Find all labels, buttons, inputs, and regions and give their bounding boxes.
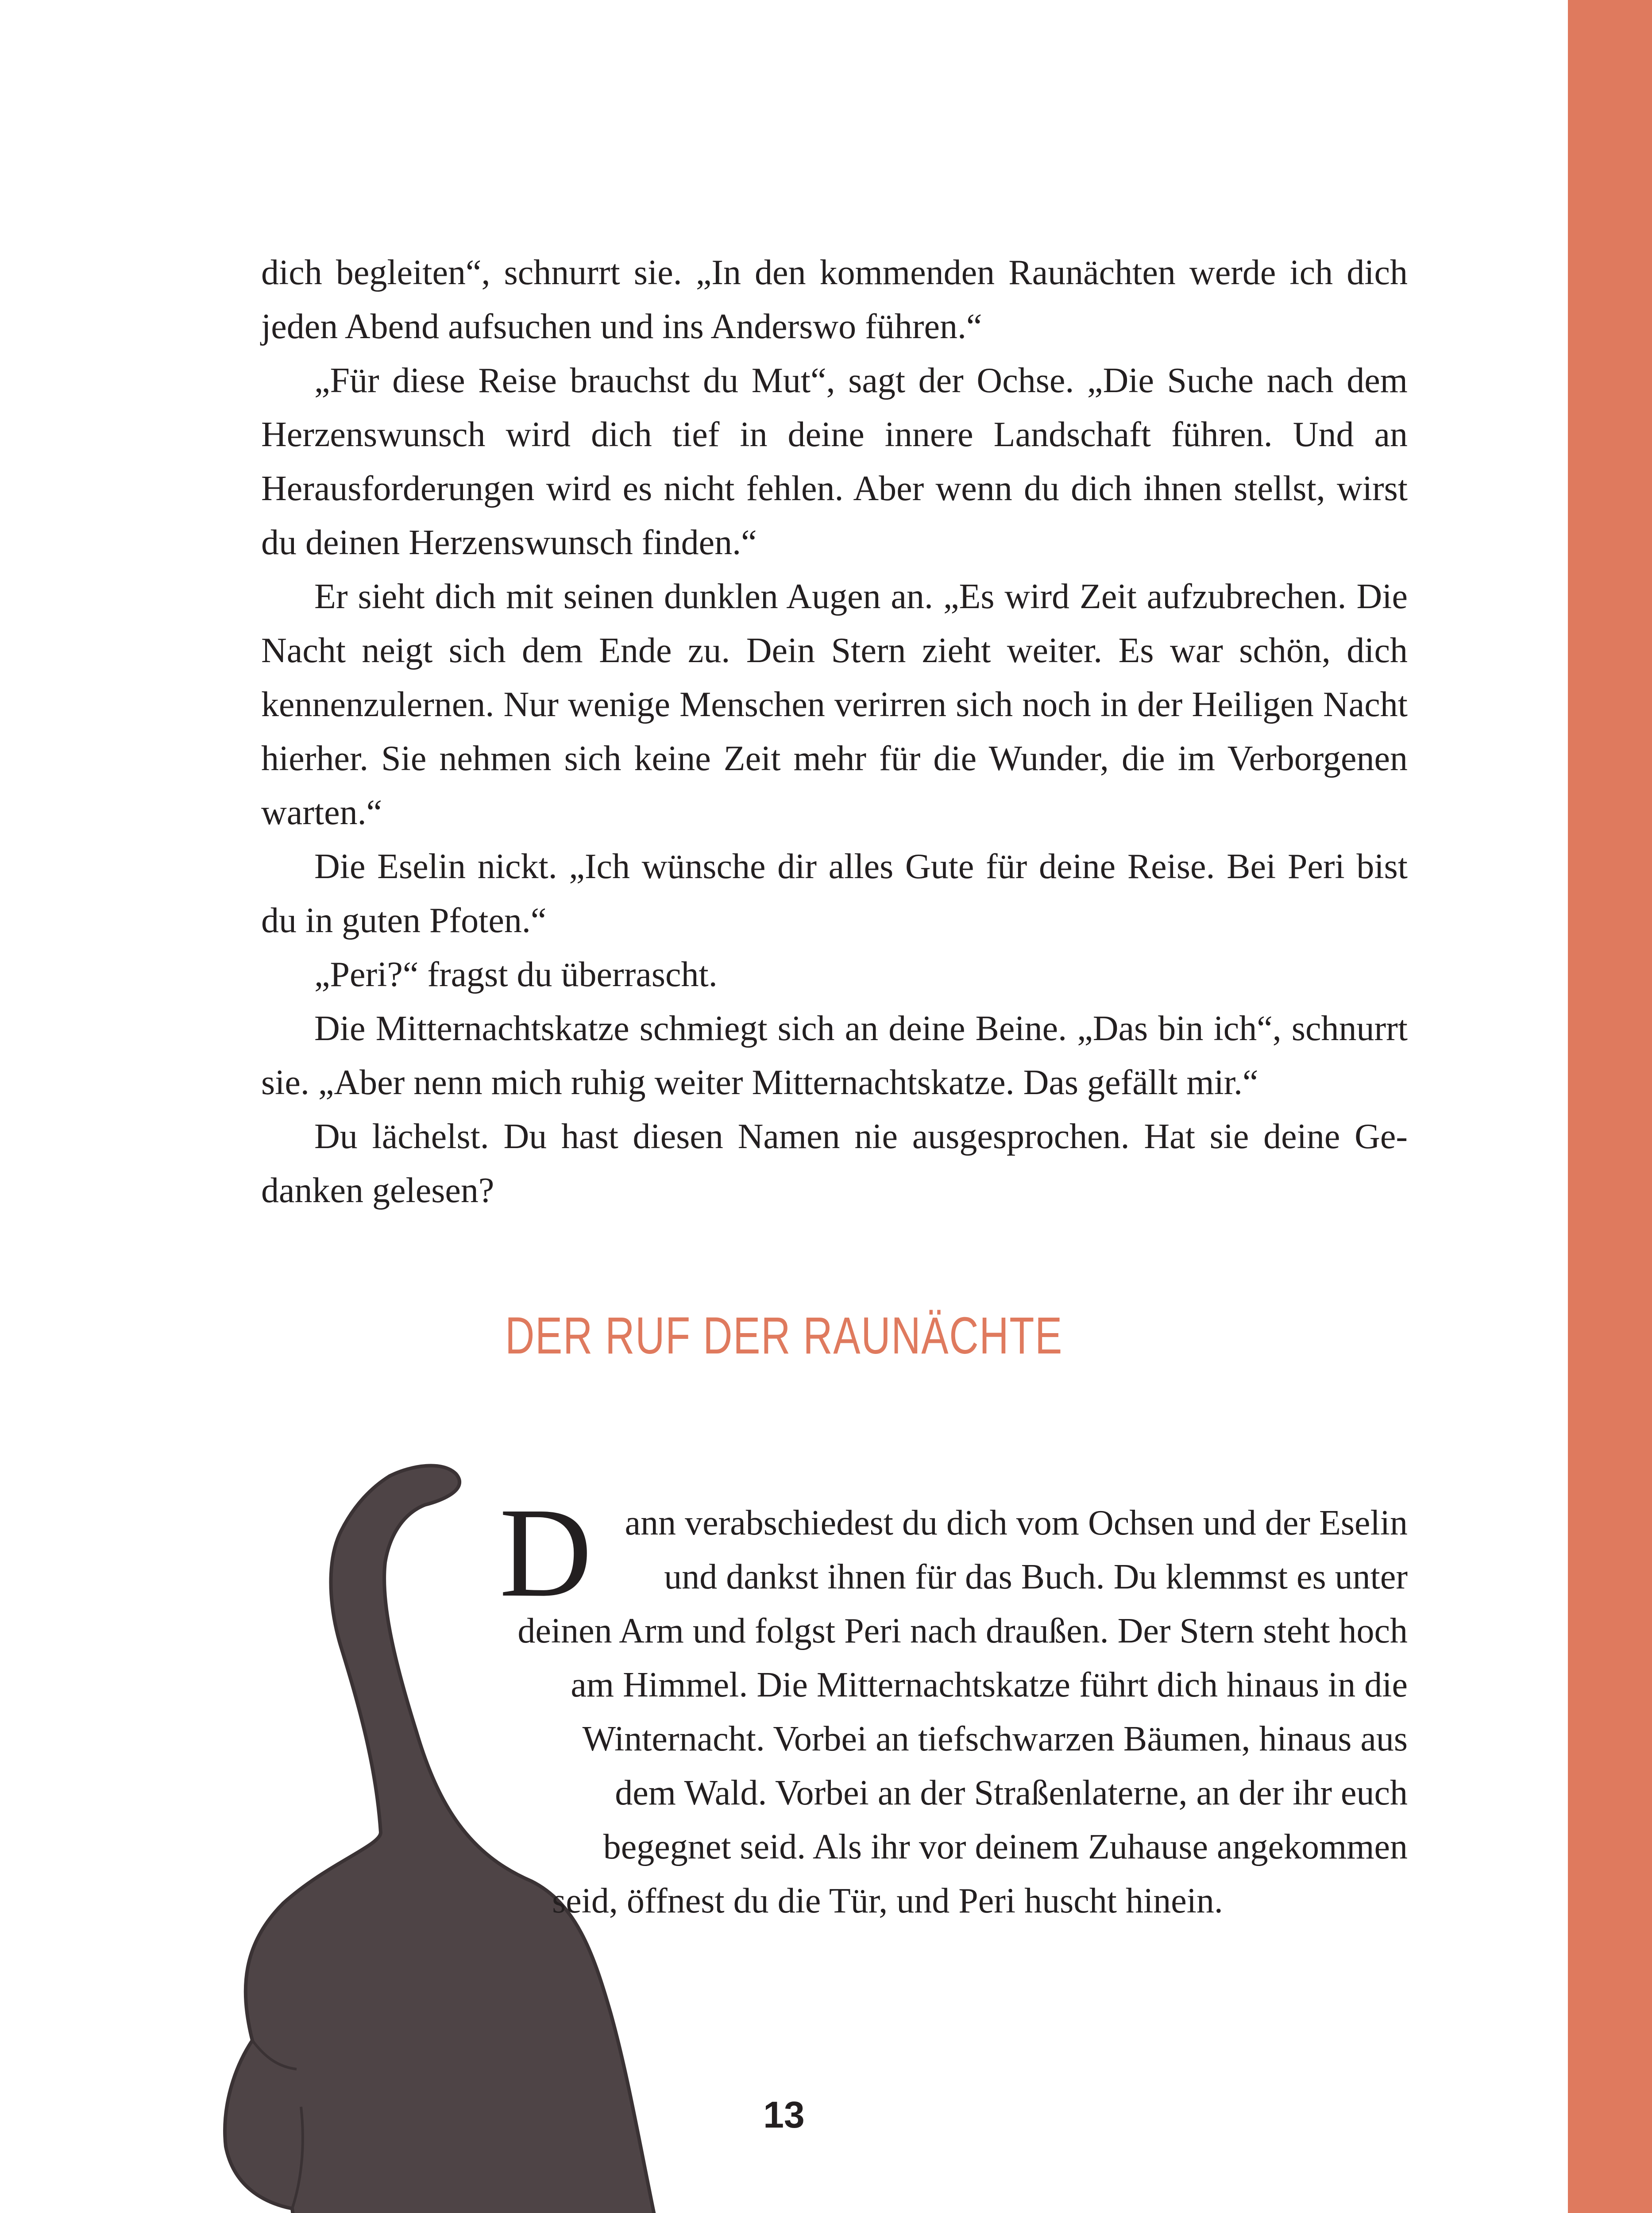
chapter-text xyxy=(434,1481,1408,1928)
main-text xyxy=(261,246,1408,1218)
paragraph-1: dich begleiten“, schnurrt sie. „In den kommenden Raunächten werde ich dich jeden Abend aufsuchen und ins Anderswo führen.“ xyxy=(261,253,1408,346)
chapter-line: am Himmel. Die Mitternachtskatze führt dich hinaus in die xyxy=(571,1666,1408,1704)
page-number: 13 xyxy=(763,2094,805,2136)
chapter-line: Winternacht. Vorbei an tiefschwarzen Bäumen, hinaus aus xyxy=(582,1720,1408,1758)
side-color-strip xyxy=(1568,0,1652,2213)
paragraph-4: Die Eselin nickt. „Ich wünsche dir alles Gute für deine Reise. Bei Peri bist du in guten Pfoten.“ xyxy=(261,847,1408,940)
chapter-heading: DER RUF DER RAUNÄCHTE xyxy=(505,1307,1063,1365)
chapter-line: deinen Arm und folgst Peri nach draußen. Der Stern steht hoch xyxy=(517,1612,1408,1650)
chapter-line: und dankst ihnen für das Buch. Du klemmst es unter xyxy=(664,1558,1408,1596)
paragraph-7: Du lächelst. Du hast diesen Namen nie ausgesprochen. Hat sie deine Gedanken gelesen? xyxy=(261,1117,1408,1210)
chapter-line: begegnet seid. Als ihr vor deinem Zuhause angekommen xyxy=(603,1827,1408,1866)
chapter-line: ann verabschiedest du dich vom Ochsen und der Eselin xyxy=(625,1504,1408,1542)
chapter-line: seid, öffnest du die Tür, und Peri huscht hinein. xyxy=(552,1881,1223,1920)
chapter-line: dem Wald. Vorbei an der Straßenlaterne, an der ihr euch xyxy=(615,1773,1408,1812)
paragraph-5: „Peri?“ fragst du überrascht. xyxy=(314,955,718,994)
paragraph-2: „Für diese Reise brauchst du Mut“, sagt der Ochse. „Die Suche nach dem Herzenswunsch wird dich tief in deine innere Landschaft führen. Und an Herausforderungen wird es nicht fehlen. Aber wenn du dich ihnen stellst, wirst du deinen Herzenswunsch finden.“ xyxy=(261,361,1408,562)
drop-cap: D xyxy=(499,1481,592,1623)
paragraph-6: Die Mitternachtskatze schmiegt sich an deine Beine. „Das bin ich“, schnurrt sie. „Aber nenn mich ruhig weiter Mitternachtskatze. Das gefällt mir.“ xyxy=(261,1009,1408,1102)
paragraph-3: Er sieht dich mit seinen dunklen Augen an. „Es wird Zeit aufzubrechen. Die Nacht neigt sich dem Ende zu. Dein Stern zieht weiter. Es war schön, dich kennenzulernen. Nur wenige Menschen verirren sich noch in der Heiligen Nacht hierher. Sie nehmen sich keine Zeit mehr für die Wunder, die im Verborgenen warten.“ xyxy=(261,577,1408,832)
